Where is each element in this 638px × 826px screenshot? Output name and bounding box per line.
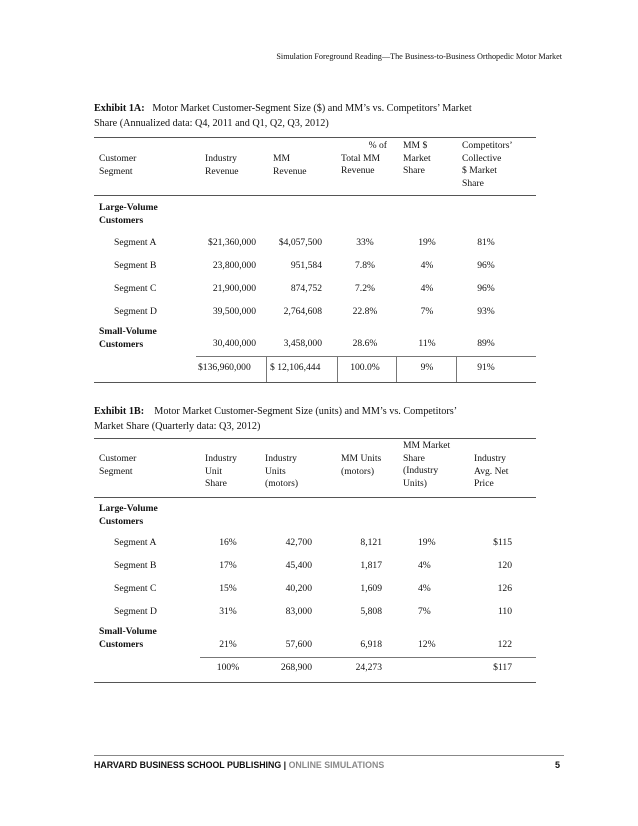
avg-net-price: 110 bbox=[497, 606, 512, 617]
publisher-name: HARVARD BUSINESS SCHOOL PUBLISHING bbox=[94, 760, 282, 770]
segment-label: Segment A bbox=[114, 237, 157, 248]
mm-units: 6,918 bbox=[360, 639, 382, 650]
mm-revenue: 2,764,608 bbox=[283, 306, 322, 317]
total-competitors-share: 91% bbox=[477, 362, 495, 373]
avg-net-price: 122 bbox=[497, 639, 512, 650]
col-mm-units: MM Units (motors) bbox=[341, 453, 382, 477]
total-mm-share: 9% bbox=[420, 362, 434, 373]
mm-share: 7% bbox=[420, 306, 434, 317]
industry-revenue: 21,900,000 bbox=[212, 283, 256, 294]
avg-net-price: 120 bbox=[497, 560, 512, 571]
col-mm-market-share: MM $ Market Share bbox=[403, 140, 431, 177]
exhibit-1a-total-rule bbox=[196, 356, 536, 357]
running-header: Simulation Foreground Reading—The Business-to-Business Orthopedic Motor Market bbox=[276, 52, 562, 61]
mm-revenue: 951,584 bbox=[290, 260, 322, 271]
group-large-volume: Large-Volume Customers bbox=[99, 202, 158, 226]
segment-label: Segment D bbox=[114, 606, 157, 617]
exhibit-1a-bottom-rule bbox=[94, 382, 536, 383]
cell-divider bbox=[456, 356, 457, 382]
cell-divider bbox=[396, 356, 397, 382]
industry-revenue: 30,400,000 bbox=[212, 338, 256, 349]
col-industry-avg-net-price: Industry Avg. Net Price bbox=[474, 453, 509, 490]
group-small-volume: Small-Volume Customers bbox=[99, 326, 157, 350]
mm-units: 5,808 bbox=[360, 606, 382, 617]
mm-share: 4% bbox=[418, 560, 431, 571]
competitors-share: 96% bbox=[477, 283, 495, 294]
cell-divider bbox=[266, 356, 267, 382]
exhibit-1b-title-line2: Market Share (Quarterly data: Q3, 2012) bbox=[94, 421, 261, 432]
exhibit-1b-bottom-rule bbox=[94, 682, 536, 683]
avg-net-price: 126 bbox=[497, 583, 512, 594]
footer-publisher bbox=[94, 760, 384, 770]
industry-units: 57,600 bbox=[285, 639, 312, 650]
mm-share: 12% bbox=[418, 639, 436, 650]
pct-total: 22.8% bbox=[352, 306, 378, 317]
competitors-share: 89% bbox=[477, 338, 495, 349]
mm-revenue: 874,752 bbox=[290, 283, 322, 294]
group-small-volume: Small-Volume Customers bbox=[99, 626, 157, 650]
footer-rule bbox=[94, 755, 564, 756]
mm-revenue: 3,458,000 bbox=[283, 338, 322, 349]
col-customer-segment: Customer Segment bbox=[99, 153, 137, 177]
exhibit-1b-title bbox=[94, 404, 534, 434]
segment-label: Segment C bbox=[114, 583, 157, 594]
mm-units: 1,609 bbox=[360, 583, 382, 594]
exhibit-1b-top-rule bbox=[94, 438, 536, 439]
exhibit-1a-label: Exhibit 1A: bbox=[94, 103, 145, 114]
cell-divider bbox=[337, 356, 338, 382]
col-mm-market-share-units: MM Market Share (Industry Units) bbox=[403, 440, 451, 489]
unit-share: 31% bbox=[219, 606, 237, 617]
mm-share: 4% bbox=[418, 583, 431, 594]
mm-units: 8,121 bbox=[360, 537, 382, 548]
mm-revenue: $4,057,500 bbox=[278, 237, 322, 248]
group-large-volume: Large-Volume Customers bbox=[99, 503, 158, 527]
competitors-share: 81% bbox=[477, 237, 495, 248]
mm-share: 7% bbox=[418, 606, 431, 617]
segment-label: Segment B bbox=[114, 560, 157, 571]
total-unit-share: 100% bbox=[216, 662, 240, 673]
exhibit-1a-header-rule bbox=[94, 195, 536, 196]
segment-label: Segment A bbox=[114, 537, 157, 548]
col-industry-unit-share: Industry Unit Share bbox=[205, 453, 237, 490]
exhibit-1b-label: Exhibit 1B: bbox=[94, 406, 145, 417]
mm-units: 1,817 bbox=[360, 560, 382, 571]
pct-total: 33% bbox=[356, 237, 374, 248]
pct-total: 7.8% bbox=[355, 260, 375, 271]
segment-label: Segment B bbox=[114, 260, 157, 271]
total-industry-units: 268,900 bbox=[280, 662, 312, 673]
industry-units: 42,700 bbox=[285, 537, 312, 548]
mm-share: 19% bbox=[418, 237, 436, 248]
industry-revenue: 23,800,000 bbox=[212, 260, 256, 271]
exhibit-1b-total-rule bbox=[200, 657, 536, 658]
pct-total: 7.2% bbox=[355, 283, 375, 294]
exhibit-1a-title bbox=[94, 101, 534, 131]
exhibit-1a-title-line2: Share (Annualized data: Q4, 2011 and Q1, Q2, Q3, 2012) bbox=[94, 118, 329, 129]
industry-revenue: $21,360,000 bbox=[208, 237, 256, 248]
mm-share: 4% bbox=[420, 283, 434, 294]
industry-units: 83,000 bbox=[285, 606, 312, 617]
segment-label: Segment C bbox=[114, 283, 157, 294]
mm-share: 19% bbox=[418, 537, 436, 548]
footer-separator: | bbox=[281, 760, 289, 770]
total-industry-revenue: $136,960,000 bbox=[198, 362, 251, 373]
total-avg-net-price: $117 bbox=[493, 662, 512, 673]
unit-share: 16% bbox=[219, 537, 237, 548]
page-number: 5 bbox=[555, 760, 561, 770]
mm-share: 11% bbox=[418, 338, 436, 349]
mm-share: 4% bbox=[420, 260, 434, 271]
unit-share: 17% bbox=[219, 560, 237, 571]
col-industry-units: Industry Units (motors) bbox=[265, 453, 299, 490]
exhibit-1b-title-line1: Motor Market Customer-Segment Size (units) and MM’s vs. Competitors’ bbox=[154, 406, 458, 417]
col-pct-total-mm-revenue: % of Total MM Revenue bbox=[341, 140, 387, 177]
segment-label: Segment D bbox=[114, 306, 157, 317]
total-pct: 100.0% bbox=[350, 362, 380, 373]
unit-share: 15% bbox=[219, 583, 237, 594]
unit-share: 21% bbox=[219, 639, 237, 650]
competitors-share: 96% bbox=[477, 260, 495, 271]
col-customer-segment: Customer Segment bbox=[99, 453, 137, 477]
total-mm-units: 24,273 bbox=[355, 662, 382, 673]
exhibit-1a-title-line1: Motor Market Customer-Segment Size ($) and MM’s vs. Competitors’ Market bbox=[152, 103, 472, 114]
total-mm-revenue: $ 12,106,444 bbox=[270, 362, 321, 373]
competitors-share: 93% bbox=[477, 306, 495, 317]
col-industry-revenue: Industry Revenue bbox=[205, 153, 239, 177]
exhibit-1b-header-rule bbox=[94, 497, 536, 498]
col-competitors-share: Competitors’ Collective $ Market Share bbox=[462, 140, 513, 189]
col-mm-revenue: MM Revenue bbox=[273, 153, 307, 177]
exhibit-1a-top-rule bbox=[94, 137, 536, 138]
avg-net-price: $115 bbox=[493, 537, 512, 548]
industry-units: 40,200 bbox=[285, 583, 312, 594]
series-name: ONLINE SIMULATIONS bbox=[288, 760, 385, 770]
industry-units: 45,400 bbox=[285, 560, 312, 571]
pct-total: 28.6% bbox=[352, 338, 378, 349]
industry-revenue: 39,500,000 bbox=[212, 306, 256, 317]
